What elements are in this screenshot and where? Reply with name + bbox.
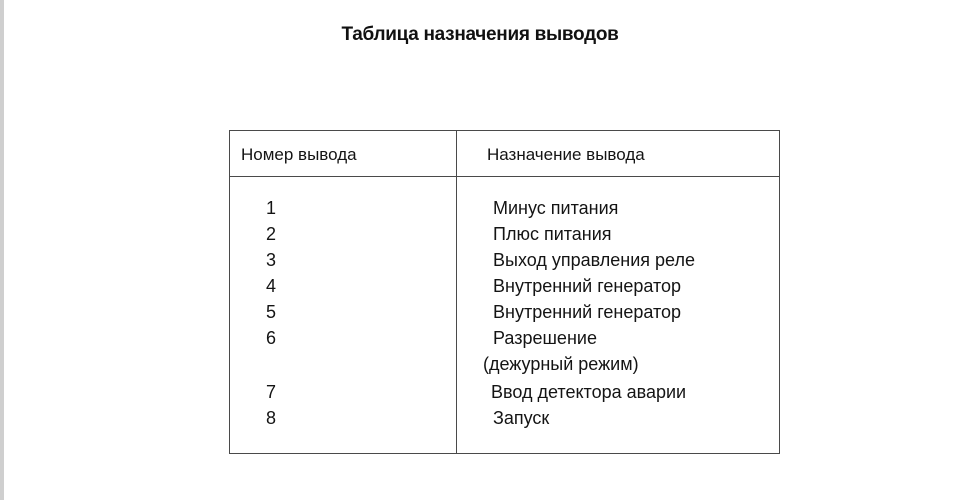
- pin-number-cell: 8: [266, 408, 277, 428]
- pin-purpose-cell: Разрешение: [493, 328, 597, 348]
- header-pin-purpose: Назначение вывода: [487, 145, 645, 164]
- pin-purpose-cell: Плюс питания: [493, 224, 612, 244]
- pin-number-cell: 5: [266, 302, 277, 322]
- pin-purpose-cell: Внутренний генератор: [493, 302, 682, 322]
- pin-purpose-cell-continuation: (дежурный режим): [483, 354, 639, 374]
- pin-purpose-cell: Внутренний генератор: [493, 276, 682, 296]
- header-pin-number: Номер вывода: [241, 145, 357, 164]
- page-edge: [0, 0, 4, 500]
- column-divider: [456, 131, 457, 453]
- pin-number-cell: 1: [266, 198, 277, 218]
- pin-purpose-cell: Выход управления реле: [493, 250, 695, 270]
- pin-number-cell: 7: [266, 382, 277, 402]
- pin-number-cell: 2: [266, 224, 277, 244]
- pin-number-cell: 6: [266, 328, 277, 348]
- pin-purpose-cell: Ввод детектора аварии: [491, 382, 687, 402]
- pin-purpose-cell: Минус питания: [493, 198, 619, 218]
- page-title: Таблица назначения выводов: [341, 24, 619, 45]
- pin-purpose-cell: Запуск: [493, 408, 550, 428]
- pin-number-cell: 4: [266, 276, 277, 296]
- pin-assignment-table: [229, 130, 780, 454]
- header-divider: [230, 176, 779, 177]
- pin-number-cell: 3: [266, 250, 277, 270]
